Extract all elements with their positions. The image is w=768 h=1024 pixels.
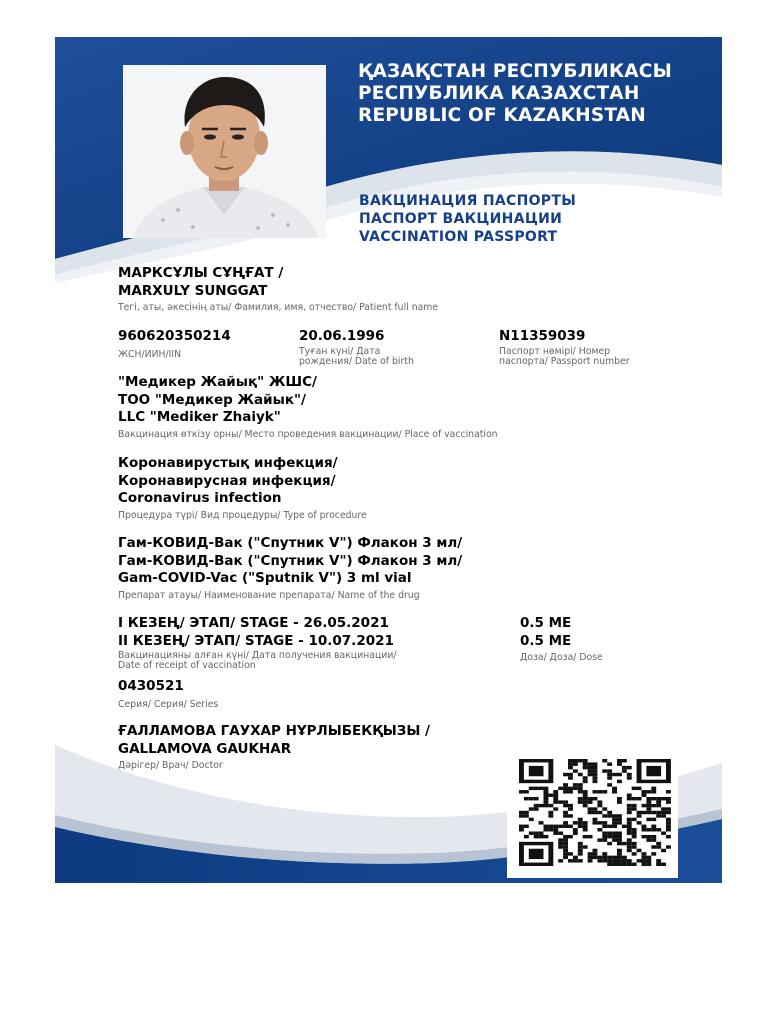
patient-name-label: Тегі, аты, әкесінің аты/ Фамилия, имя, отчество/ Patient full name	[118, 302, 439, 313]
issuer-header	[358, 61, 672, 127]
place-line: "Медикер Жайық" ЖШС/	[118, 374, 317, 390]
passport-label-line: паспорта/ Passport number	[499, 355, 630, 367]
iin-label: ЖСН/ИИН/IIN	[118, 348, 182, 360]
qr-code-icon	[507, 747, 678, 878]
dose-field	[520, 615, 603, 663]
series-label: Серия/ Серия/ Series	[118, 698, 219, 710]
dose-value: 0.5 МЕ	[520, 615, 572, 631]
header-line: РЕСПУБЛИКА КАЗАХСТАН	[358, 83, 640, 104]
procedure-label: Процедура түрі/ Вид процедуры/ Type of procedure	[118, 509, 367, 521]
dob-field	[299, 328, 414, 367]
drug-line: Gam-COVID-Vac ("Sputnik V") 3 ml vial	[118, 570, 412, 586]
document-title-line: VACCINATION PASSPORT	[359, 229, 558, 245]
document-title	[359, 192, 576, 246]
patient-name-field	[118, 265, 438, 313]
patient-name-line: МАРКСҰЛЫ СҰҢҒАТ /	[118, 265, 284, 281]
header-line: ҚАЗАҚСТАН РЕСПУБЛИКАСЫ	[358, 61, 672, 82]
stage-label-line: Date of receipt of vaccination	[118, 660, 256, 671]
header-line: REPUBLIC OF KAZAKHSTAN	[358, 105, 646, 126]
vaccination-passport-card	[55, 37, 722, 883]
place-field	[118, 374, 498, 440]
doctor-field	[118, 723, 430, 771]
procedure-line: Коронавирусная инфекция/	[118, 472, 336, 489]
series-value: 0430521	[118, 678, 184, 694]
dose-label: Доза/ Доза/ Dose	[520, 652, 603, 663]
patient-name-line: MARXULY SUNGGAT	[118, 282, 268, 299]
stages-field	[118, 615, 397, 671]
drug-label: Препарат атауы/ Наименование препарата/ Name of the drug	[118, 589, 420, 601]
procedure-field	[118, 455, 367, 521]
patient-photo	[123, 65, 326, 238]
procedure-line: Коронавирустық инфекция/	[118, 455, 338, 471]
series-field	[118, 678, 218, 710]
procedure-line: Coronavirus infection	[118, 490, 282, 506]
passport-label-line: Паспорт нөмірі/ Номер	[499, 345, 611, 357]
dob-label-line: рождения/ Date of birth	[299, 355, 414, 367]
document-title-line: ВАКЦИНАЦИЯ ПАСПОРТЫ	[359, 193, 577, 209]
stage-line: I КЕЗЕҢ/ ЭТАП/ STAGE - 26.05.2021	[118, 615, 389, 631]
doctor-line: ҒАЛЛАМОВА ГАУХАР НҰРЛЫБЕКҚЫЗЫ /	[118, 723, 430, 739]
document-title-line: ПАСПОРТ ВАКЦИНАЦИИ	[359, 211, 563, 227]
iin-value: 960620350214	[118, 328, 231, 344]
drug-line: Гам-КОВИД-Вак ("Спутник V") Флакон 3 мл/	[118, 535, 463, 551]
drug-line: Гам-КОВИД-Вак ("Спутник V") Флакон 3 мл/	[118, 552, 463, 569]
stage-line: II КЕЗЕҢ/ ЭТАП/ STAGE - 10.07.2021	[118, 632, 394, 649]
place-label: Вакцинация өткізу орны/ Место проведения вакцинации/ Place of vaccination	[118, 428, 498, 440]
iin-field	[118, 328, 231, 360]
dose-value: 0.5 МЕ	[520, 632, 572, 649]
passport-value: N11359039	[499, 328, 586, 344]
stage-label-line: Вакцинацияны алған күні/ Дата получения вакцинации/	[118, 650, 397, 661]
passport-field	[499, 328, 630, 367]
place-line: ТОО "Медикер Жайык"/	[118, 391, 306, 408]
doctor-label: Дәрігер/ Врач/ Doctor	[118, 760, 223, 771]
drug-field	[118, 535, 462, 601]
dob-value: 20.06.1996	[299, 328, 385, 344]
doctor-line: GALLAMOVA GAUKHAR	[118, 740, 292, 757]
place-line: LLC "Mediker Zhaiyk"	[118, 409, 281, 425]
dob-label-line: Туған күні/ Дата	[299, 345, 381, 357]
